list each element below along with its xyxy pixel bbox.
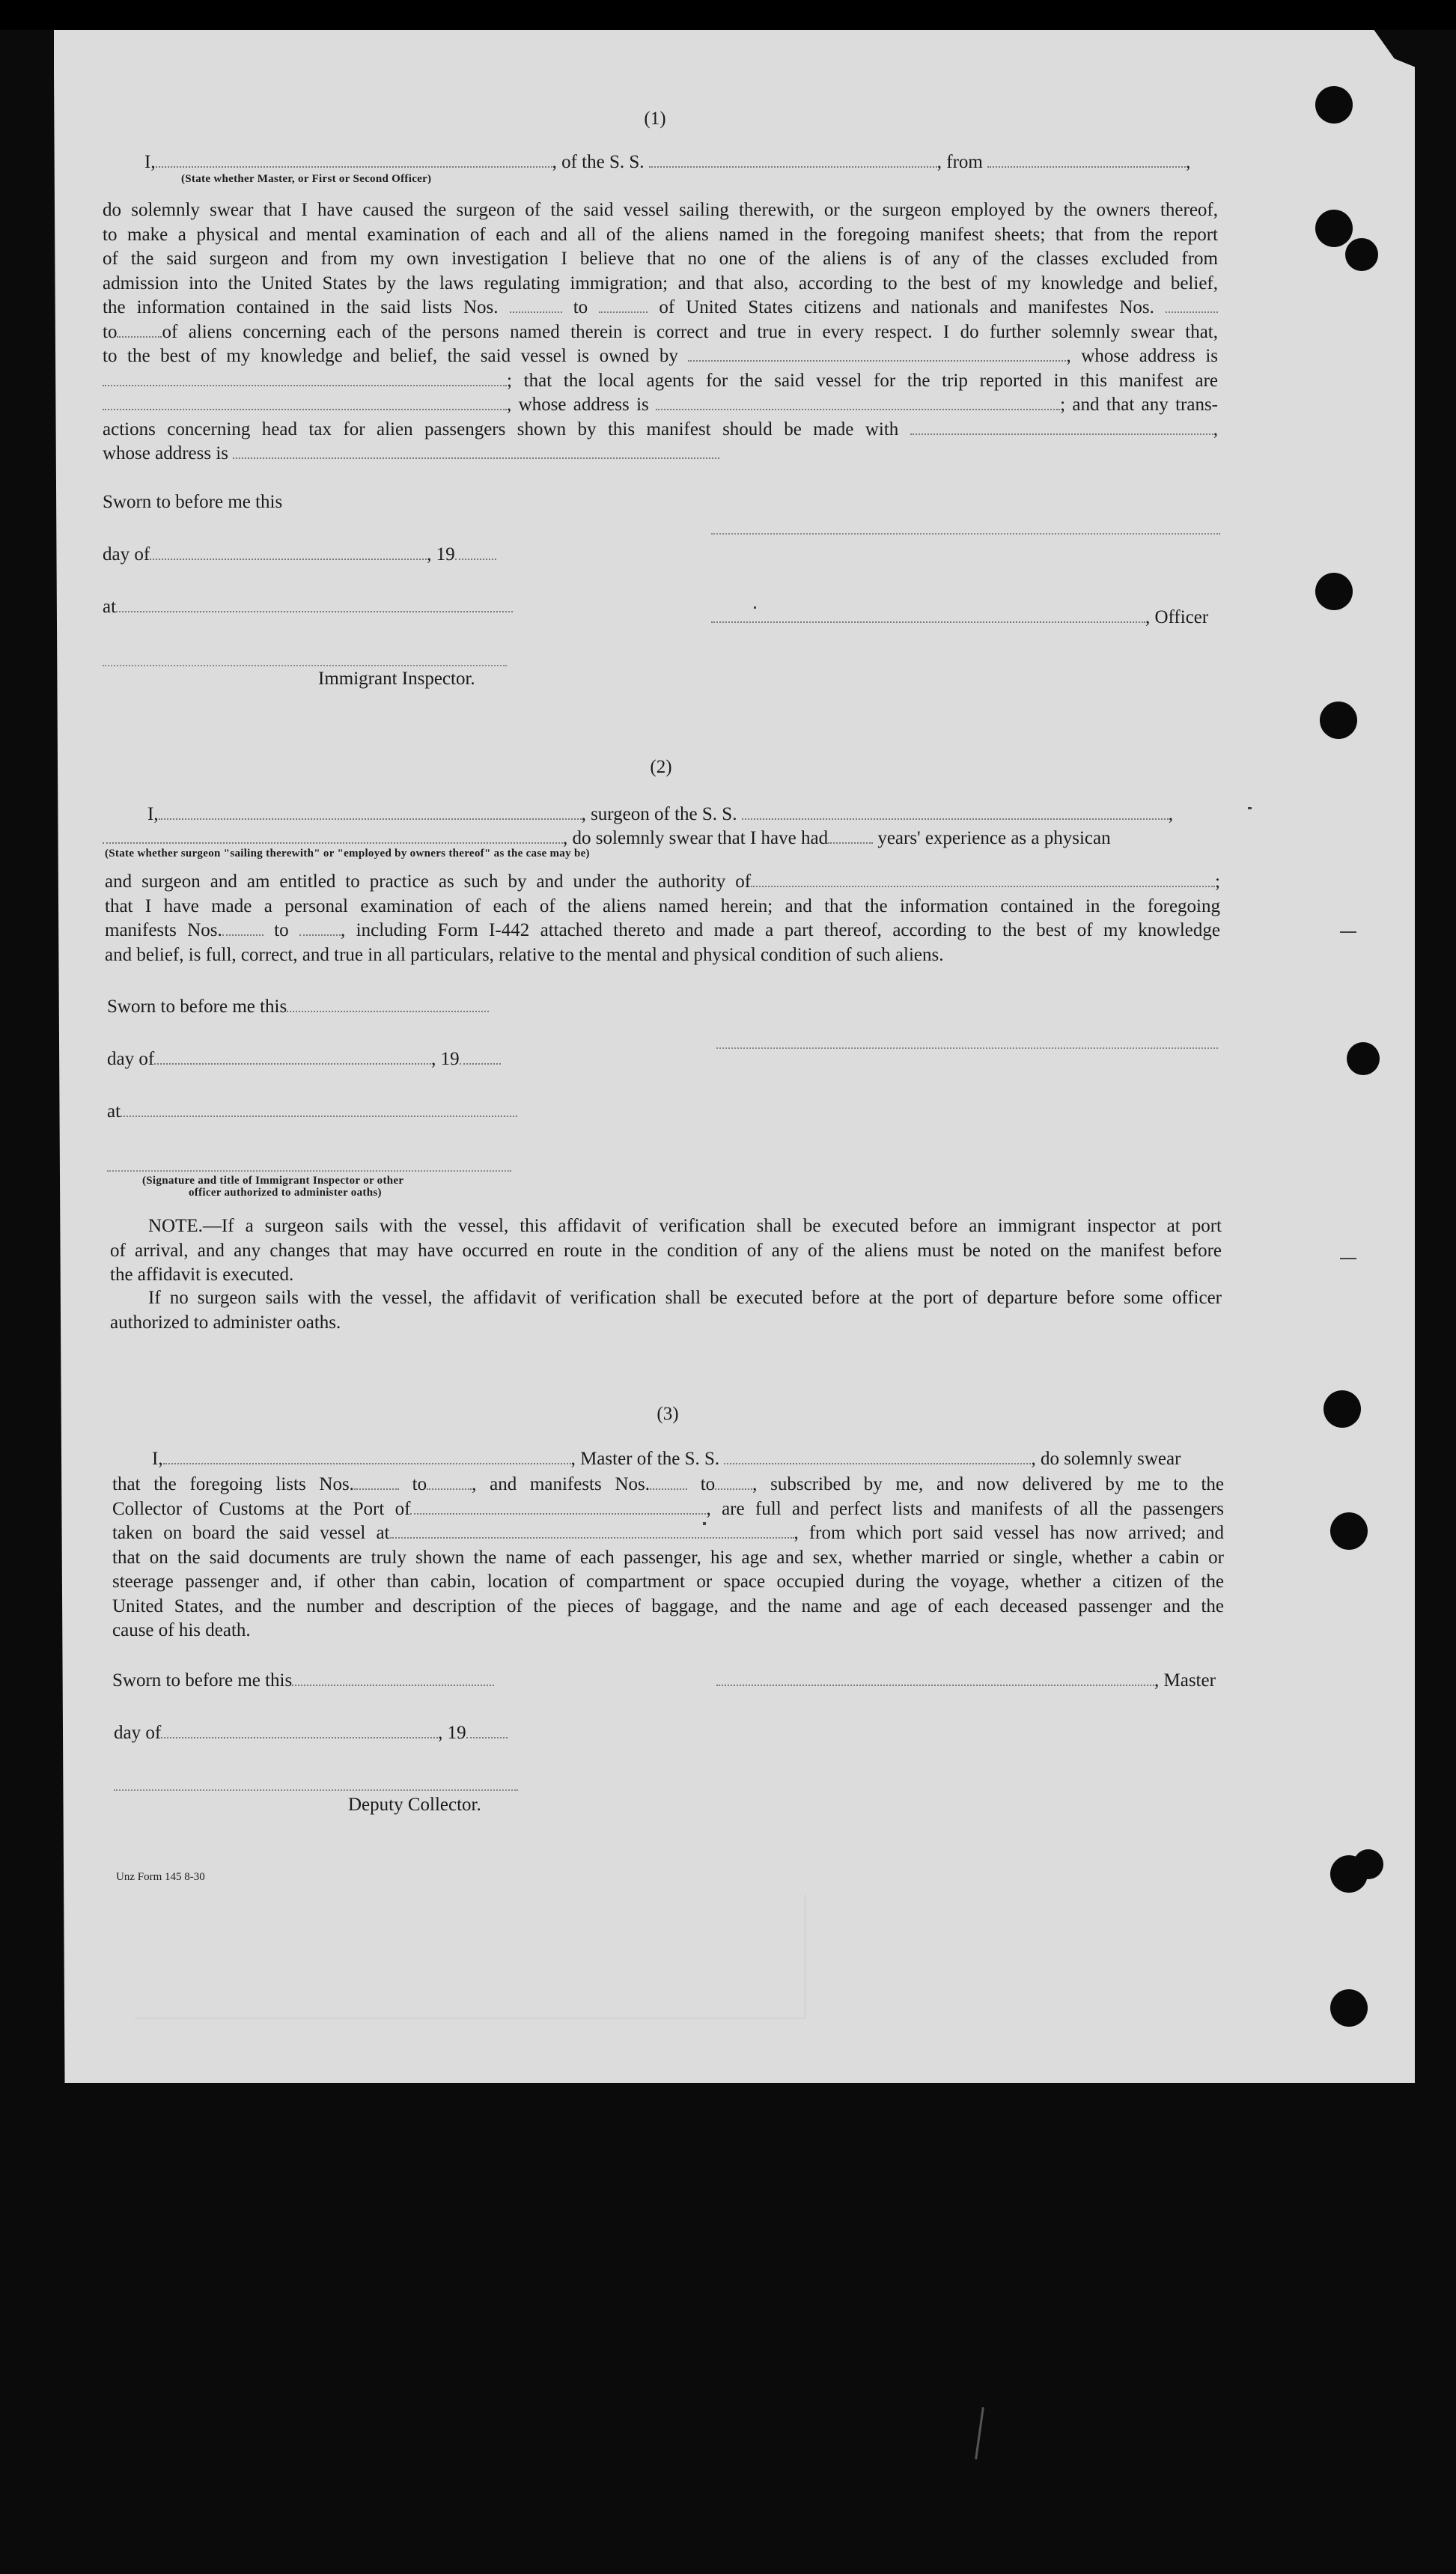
punch-hole bbox=[1353, 1849, 1383, 1879]
blank-field bbox=[742, 817, 1169, 820]
inspector-signature-line bbox=[107, 1170, 511, 1172]
section-1-inspector: Immigrant Inspector. bbox=[318, 669, 475, 689]
section-3-deputy: Deputy Collector. bbox=[348, 1795, 481, 1815]
section-3-day-of: day of , 19 bbox=[114, 1723, 508, 1744]
section-3-paragraph: that the foregoing lists Nos. to , and manifests Nos. to , subscribed by me, and now delivered by me to the Collector of Customs at the Port of , are full and perfect lists and manifests of all the passengers taken on board the said vessel at , from which port said vessel has now arrived; and that on the said documents are truly shown the name of each passenger, his age and sex, whether married or single, whether a cabin or steerage passenger and, if other than cabin, location of compartment or space occupied during the voyage, whether a citizen of the United States, and the number and description of the pieces of baggage, and the name and age of each deceased passenger and the cause of his death. bbox=[112, 1474, 1225, 1640]
section-1-sworn: Sworn to before me this bbox=[103, 492, 283, 512]
section-3-number: (3) bbox=[657, 1404, 679, 1424]
blank-field bbox=[159, 817, 582, 820]
punch-hole bbox=[1345, 238, 1378, 271]
scan-speck bbox=[1248, 807, 1252, 809]
blank-field bbox=[156, 165, 552, 168]
blank-field bbox=[828, 841, 873, 844]
section-2-number: (2) bbox=[650, 757, 672, 777]
inspector-line bbox=[103, 665, 507, 666]
intro-i: I, bbox=[144, 152, 156, 172]
section-2-at: at bbox=[107, 1101, 517, 1122]
blank-field bbox=[103, 407, 507, 410]
blank-field bbox=[650, 1487, 687, 1490]
blank-field bbox=[117, 335, 162, 338]
blank-field bbox=[222, 933, 264, 936]
blank-field bbox=[656, 407, 1060, 410]
punch-hole bbox=[1324, 1390, 1361, 1428]
blank-field bbox=[427, 1487, 472, 1490]
section-2-paragraph: and surgeon and am entitled to practice as such by and under the authority of ; that I have made a personal examination of each of the aliens named herein; and that the information contained in the foregoing manifests Nos. to , including Form I-442 attached thereto and made a part thereof, according to the best of my knowledge and belief, is full, correct, and true in all particulars, relative to the mental and physical condition of such aliens. bbox=[105, 871, 1221, 965]
punch-hole bbox=[1330, 1512, 1368, 1550]
scan-speck bbox=[703, 1522, 706, 1525]
blank-field bbox=[390, 1536, 794, 1539]
scan-speck bbox=[754, 606, 756, 609]
blank-field bbox=[410, 1512, 706, 1515]
blank-field bbox=[292, 1683, 494, 1686]
blank-field bbox=[716, 1683, 1154, 1686]
blank-field bbox=[910, 432, 1213, 435]
blank-field bbox=[987, 165, 1186, 168]
scan-speck bbox=[1340, 1258, 1356, 1259]
blank-field bbox=[233, 456, 719, 459]
deputy-line bbox=[114, 1789, 518, 1791]
note-paragraph-2: If no surgeon sails with the vessel, the affidavit of verification shall be executed before at the port of departure before some officer authorized to administer oaths. bbox=[110, 1288, 1222, 1333]
section-3-master-signature: , Master bbox=[716, 1670, 1216, 1691]
note-paragraph: NOTE.—If a surgeon sails with the vessel, this affidavit of verification shall be executed before an immigrant inspector at port of arrival, and any changes that may have occurred en route in the condition of any of the aliens must be noted on the manifest before the affidavit is executed. bbox=[110, 1216, 1222, 1285]
punch-hole bbox=[1320, 702, 1357, 739]
signature-line bbox=[711, 533, 1220, 535]
blank-field bbox=[103, 841, 563, 844]
blank-field bbox=[287, 1009, 489, 1012]
blank-field bbox=[599, 310, 648, 313]
scan-speck bbox=[975, 2407, 984, 2459]
blank-field bbox=[354, 1487, 399, 1490]
blank-field bbox=[299, 933, 341, 936]
blank-field bbox=[510, 310, 562, 313]
scan-speck bbox=[1340, 931, 1356, 933]
punch-hole bbox=[1315, 210, 1353, 247]
punch-hole bbox=[1347, 1042, 1380, 1075]
blank-field bbox=[150, 557, 427, 560]
blank-field bbox=[715, 1487, 752, 1490]
signature-note-2: officer authorized to administer oaths) bbox=[189, 1187, 382, 1199]
blank-field bbox=[460, 1062, 501, 1065]
section-2-surgeon-line: I, , surgeon of the S. S. , bbox=[147, 804, 1173, 824]
from-label: , from bbox=[936, 152, 983, 172]
section-2-sworn: Sworn to before me this bbox=[107, 997, 489, 1017]
blank-field bbox=[103, 383, 507, 386]
scan-border bbox=[0, 0, 1456, 30]
blank-field bbox=[161, 1735, 438, 1738]
blank-field bbox=[751, 884, 1215, 887]
blank-field bbox=[121, 1114, 517, 1117]
section-3-master-line: I, , Master of the S. S. , do solemnly swear bbox=[152, 1449, 1181, 1469]
section-2-day-of: day of , 19 bbox=[107, 1049, 501, 1070]
blank-field bbox=[466, 1735, 508, 1738]
blank-field bbox=[724, 1461, 1031, 1464]
section-1-day-of: day of , 19 bbox=[103, 544, 496, 565]
blank-field bbox=[649, 165, 937, 168]
blank-field bbox=[116, 609, 513, 612]
surgeon-note: (State whether surgeon "sailing therewith" or "employed by owners thereof" as the case may be) bbox=[105, 848, 590, 859]
blank-field bbox=[163, 1461, 571, 1464]
signature-line bbox=[716, 1047, 1218, 1049]
section-1-number: (1) bbox=[644, 109, 666, 129]
blank-field bbox=[455, 557, 496, 560]
faint-stamp-box bbox=[135, 1894, 805, 2018]
punch-hole bbox=[1330, 1989, 1368, 2027]
of-ss-label: , of the S. S. bbox=[552, 152, 645, 172]
section-3-sworn: Sworn to before me this bbox=[112, 1670, 494, 1691]
punch-hole bbox=[1315, 86, 1353, 124]
punch-hole bbox=[1315, 573, 1353, 610]
section-1-officer-line: I, , of the S. S. , from , bbox=[144, 152, 1191, 172]
blank-field bbox=[154, 1062, 431, 1065]
signature-note-1: (Signature and title of Immigrant Inspector or other bbox=[142, 1175, 404, 1187]
officer-note: (State whether Master, or First or Second Officer) bbox=[181, 173, 432, 185]
section-1-at: at bbox=[103, 597, 513, 618]
blank-field bbox=[711, 620, 1145, 623]
form-number: Unz Form 145 8-30 bbox=[116, 1871, 205, 1883]
section-2-experience-line: , do solemnly swear that I have had years' experience as a physican bbox=[103, 828, 1111, 849]
section-1-officer-signature: , Officer bbox=[711, 607, 1208, 628]
blank-field bbox=[1166, 310, 1218, 313]
section-1-paragraph: do solemnly swear that I have caused the surgeon of the said vessel sailing therewith, or the surgeon employed by the owners thereof, to make a physical and mental examination of each and all of the aliens named in the foregoing manifest sheets; that from the report of the said surgeon and from my own investigation I believe that no one of the aliens is of any of the classes excluded from admission into the United States by the laws regulating immigration; and that also, according to the best of my knowledge and belief, the information contained in the said lists Nos. to of United States citizens and nationals and manifestes Nos. to of aliens concerning each of the persons named therein is correct and true in every respect. I do further solemnly swear that, to the best of my knowledge and belief, the said vessel is owned by , whose address is ; that the local agents for the said vessel for the trip reported in this manifest are , whose address is ; and that any trans- actions concerning head tax for alien passengers shown by this manifest should be made with , whose address is bbox=[103, 200, 1219, 463]
blank-field bbox=[688, 359, 1066, 362]
